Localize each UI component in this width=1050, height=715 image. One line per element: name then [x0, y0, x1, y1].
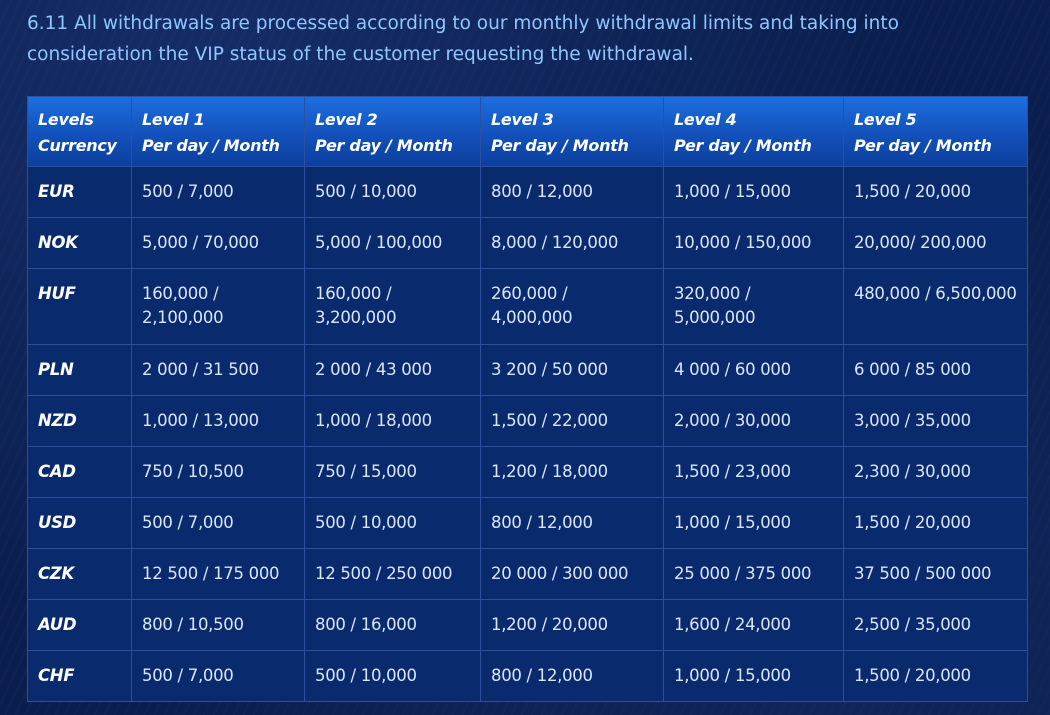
header-line2: Per day / Month	[315, 136, 453, 155]
limit-cell: 1,200 / 20,000	[481, 600, 664, 651]
table-row-pln	[28, 345, 1028, 396]
currency-cell: AUD	[28, 600, 132, 651]
table-row-aud	[28, 600, 1028, 651]
limit-cell: 800 / 12,000	[481, 651, 664, 702]
limit-cell: 750 / 10,500	[132, 447, 305, 498]
limit-cell: 37 500 / 500 000	[844, 549, 1028, 600]
table-row-eur	[28, 167, 1028, 218]
table-header	[28, 97, 1028, 167]
limit-cell: 750 / 15,000	[305, 447, 481, 498]
limit-cell: 3,000 / 35,000	[844, 396, 1028, 447]
limit-cell: 500 / 10,000	[305, 498, 481, 549]
currency-cell: NOK	[28, 218, 132, 269]
limit-cell: 1,600 / 24,000	[664, 600, 844, 651]
header-line2: Per day / Month	[854, 136, 992, 155]
limit-cell: 12 500 / 175 000	[132, 549, 305, 600]
limit-cell: 1,000 / 13,000	[132, 396, 305, 447]
header-cell-level-1	[132, 97, 305, 167]
limit-cell: 1,500 / 20,000	[844, 167, 1028, 218]
currency-cell: CZK	[28, 549, 132, 600]
limit-cell: 500 / 7,000	[132, 498, 305, 549]
limit-cell: 1,000 / 15,000	[664, 498, 844, 549]
table-row-huf	[28, 269, 1028, 345]
header-line2: Per day / Month	[142, 136, 280, 155]
limit-cell: 25 000 / 375 000	[664, 549, 844, 600]
limit-cell: 4 000 / 60 000	[664, 345, 844, 396]
limit-cell: 3 200 / 50 000	[481, 345, 664, 396]
table-row-czk	[28, 549, 1028, 600]
limit-cell: 800 / 12,000	[481, 167, 664, 218]
limit-cell: 10,000 / 150,000	[664, 218, 844, 269]
header-line1: Level 5	[854, 110, 917, 129]
header-line1: Level 2	[315, 110, 378, 129]
limit-cell: 160,000 / 3,200,000	[305, 269, 481, 345]
limit-cell: 800 / 16,000	[305, 600, 481, 651]
header-line1: Level 4	[674, 110, 737, 129]
limit-cell: 2,000 / 30,000	[664, 396, 844, 447]
limit-cell: 2 000 / 43 000	[305, 345, 481, 396]
limit-cell: 6 000 / 85 000	[844, 345, 1028, 396]
limit-cell: 500 / 10,000	[305, 167, 481, 218]
limit-cell: 800 / 10,500	[132, 600, 305, 651]
limit-cell: 500 / 7,000	[132, 651, 305, 702]
header-line2: Currency	[38, 136, 117, 155]
limit-cell: 12 500 / 250 000	[305, 549, 481, 600]
limit-cell: 1,500 / 23,000	[664, 447, 844, 498]
withdrawal-limits-table	[27, 96, 1028, 702]
limit-cell: 2 000 / 31 500	[132, 345, 305, 396]
limit-cell: 800 / 12,000	[481, 498, 664, 549]
limit-cell: 20,000/ 200,000	[844, 218, 1028, 269]
currency-cell: EUR	[28, 167, 132, 218]
header-cell-level-3	[481, 97, 664, 167]
header-line1: Level 3	[491, 110, 554, 129]
header-cell-levels-currency	[28, 97, 132, 167]
limit-cell: 2,300 / 30,000	[844, 447, 1028, 498]
limit-cell: 480,000 / 6,500,000	[844, 269, 1028, 345]
table-row-usd	[28, 498, 1028, 549]
limit-cell: 160,000 / 2,100,000	[132, 269, 305, 345]
intro-paragraph: 6.11 All withdrawals are processed according to our monthly withdrawal limits and taking into consideration the VIP status of the customer requesting the withdrawal.	[27, 13, 899, 65]
header-line2: Per day / Month	[674, 136, 812, 155]
table-row-chf	[28, 651, 1028, 702]
limit-cell: 1,500 / 22,000	[481, 396, 664, 447]
limit-cell: 1,000 / 15,000	[664, 651, 844, 702]
limit-cell: 260,000 / 4,000,000	[481, 269, 664, 345]
header-line1: Level 1	[142, 110, 205, 129]
header-line1: Levels	[38, 110, 94, 129]
limit-cell: 2,500 / 35,000	[844, 600, 1028, 651]
header-row	[28, 97, 1028, 167]
limit-cell: 1,000 / 18,000	[305, 396, 481, 447]
table-row-nzd	[28, 396, 1028, 447]
limit-cell: 5,000 / 70,000	[132, 218, 305, 269]
limit-cell: 1,500 / 20,000	[844, 498, 1028, 549]
currency-cell: CAD	[28, 447, 132, 498]
header-cell-level-5	[844, 97, 1028, 167]
withdrawal-limits-table-container	[27, 96, 1027, 702]
currency-cell: USD	[28, 498, 132, 549]
limit-cell: 500 / 10,000	[305, 651, 481, 702]
limit-cell: 320,000 / 5,000,000	[664, 269, 844, 345]
limit-cell: 1,500 / 20,000	[844, 651, 1028, 702]
currency-cell: CHF	[28, 651, 132, 702]
header-cell-level-2	[305, 97, 481, 167]
currency-cell: PLN	[28, 345, 132, 396]
header-line2: Per day / Month	[491, 136, 629, 155]
limit-cell: 20 000 / 300 000	[481, 549, 664, 600]
currency-cell: HUF	[28, 269, 132, 345]
currency-cell: NZD	[28, 396, 132, 447]
limit-cell: 5,000 / 100,000	[305, 218, 481, 269]
header-cell-level-4	[664, 97, 844, 167]
table-row-cad	[28, 447, 1028, 498]
limit-cell: 1,000 / 15,000	[664, 167, 844, 218]
limit-cell: 8,000 / 120,000	[481, 218, 664, 269]
limit-cell: 500 / 7,000	[132, 167, 305, 218]
table-row-nok	[28, 218, 1028, 269]
limit-cell: 1,200 / 18,000	[481, 447, 664, 498]
table-body	[28, 167, 1028, 702]
